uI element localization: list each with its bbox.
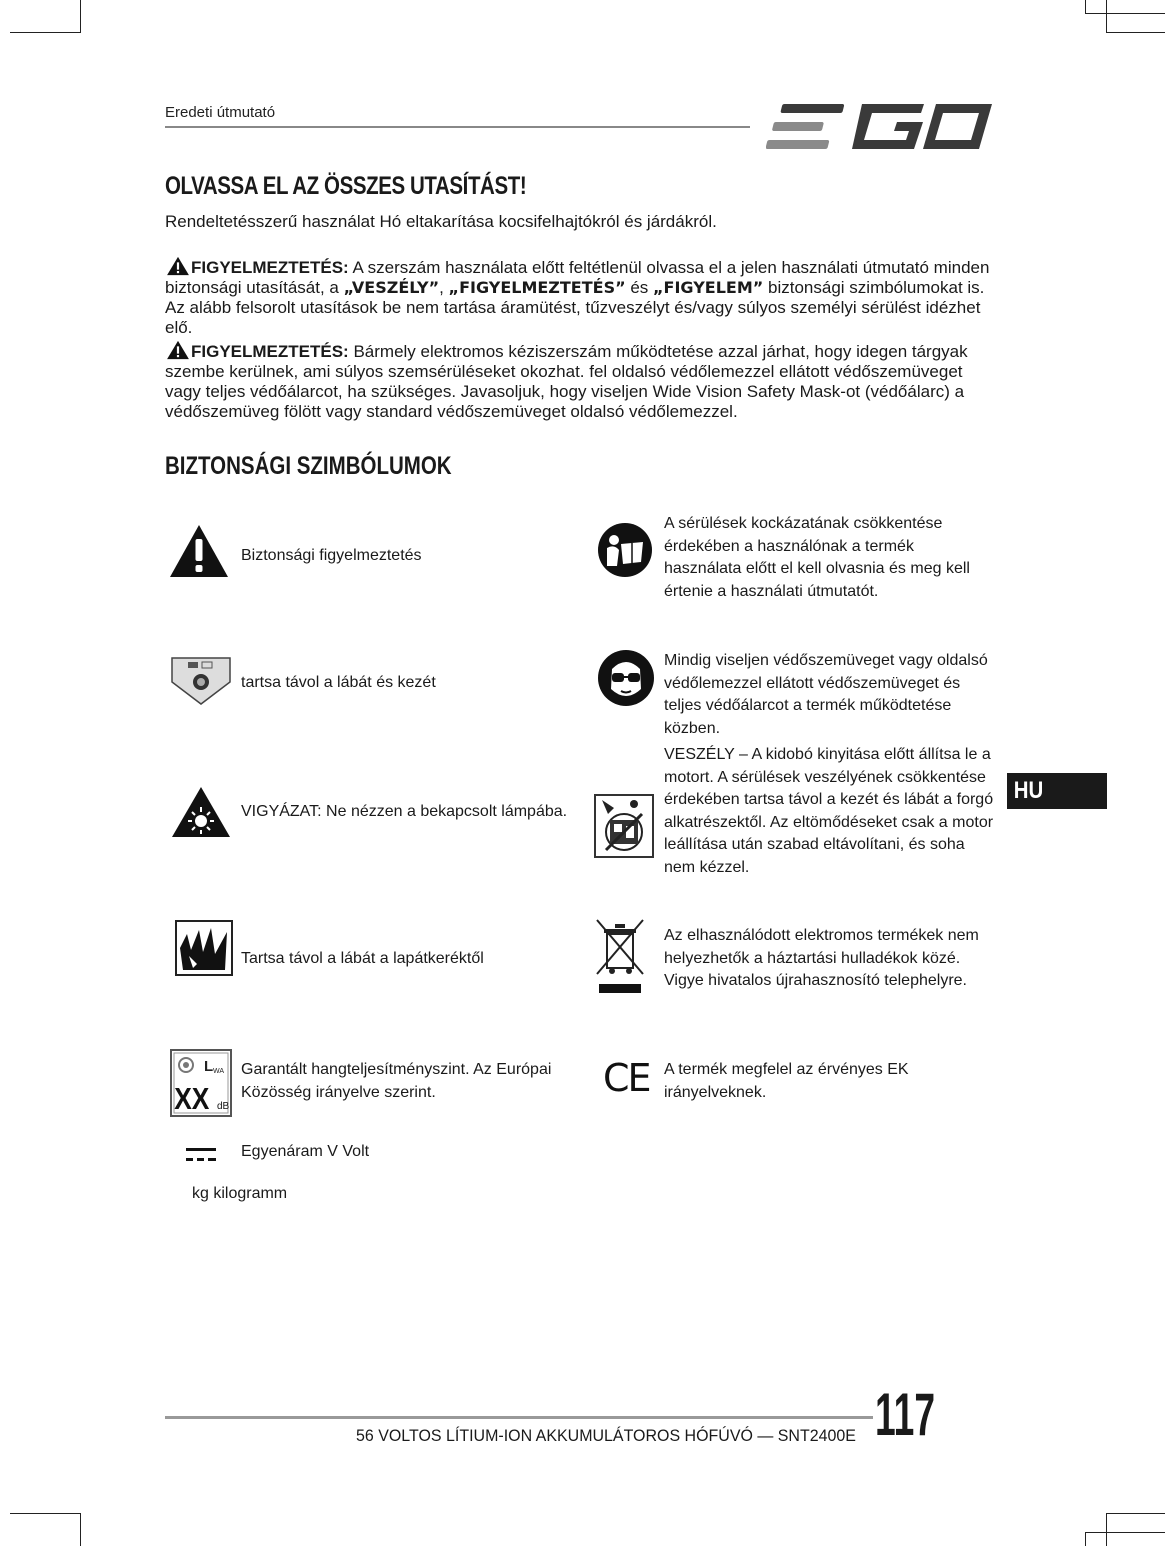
ce-mark-icon: CE xyxy=(603,1056,650,1100)
sound-level-icon xyxy=(170,1049,232,1117)
footer-rule xyxy=(165,1416,873,1419)
warning-paragraph-2 xyxy=(165,340,995,422)
auger-label: Tartsa távol a lábát a lapátkeréktől xyxy=(241,950,484,967)
read-manual-label: A sérülések kockázatának csökkentése érdekében a használónak a termék használata előtt el kell olvasnia és meg kell értenie a használati útmutatót. xyxy=(664,515,970,600)
weee-bin-icon xyxy=(595,918,645,994)
crop-mark xyxy=(1085,1532,1165,1533)
crop-mark xyxy=(80,1513,81,1546)
language-tab-label: HU xyxy=(1013,777,1044,804)
lamp-warning-icon xyxy=(170,785,232,839)
keep-hands-feet-away-icon xyxy=(170,656,232,706)
intended-use-text: Rendeltetésszerű használat Hó eltakarítása kocsifelhajtókról és járdákról. xyxy=(165,212,717,231)
dc-label: Egyenáram V Volt xyxy=(241,1143,370,1160)
footer-title: 56 VOLTOS LÍTIUM-ION AKKUMULÁTOROS HÓFÚVÓ — SNT2400E xyxy=(356,1426,856,1445)
crop-mark xyxy=(1106,0,1107,33)
keyword-caution: „FIGYELEM” xyxy=(653,278,764,297)
crop-mark xyxy=(10,1513,81,1514)
page-number: 117 xyxy=(875,1381,936,1448)
danger-chute-label: VESZÉLY – A kidobó kinyitása előtt állítsa le a motort. A sérülések veszélyének csökkentése érdekében tartsa távol a kezét és lábát a forgó alkatrészektől. Az eltömődéseket csak a motor leállítása után szabad eltávolítani, és soha nem kézzel. xyxy=(664,746,994,876)
separator: , xyxy=(439,278,449,297)
weee-label: Az elhasználódott elektromos termékek nem helyezhetők a háztartási hulladékok közé. Vigye hivatalos újrahasznosító telephelyre. xyxy=(664,927,979,989)
eye-protection-icon xyxy=(597,649,655,707)
separator: és xyxy=(625,278,654,297)
safety-alert-icon xyxy=(168,523,230,579)
crop-mark xyxy=(1106,1513,1165,1514)
lamp-warning-label: VIGYÁZAT: Ne nézzen a bekapcsolt lámpába. xyxy=(241,803,568,820)
sound-icon-subscript: WA xyxy=(213,1068,225,1075)
ego-logo xyxy=(766,98,996,156)
crop-mark xyxy=(1085,1532,1086,1546)
crop-mark xyxy=(1106,32,1165,33)
sound-icon-unit: dB xyxy=(217,1101,230,1112)
warning-text: Bármely elektromos kéziszerszám működtetése azzal járhat, hogy idegen tárgyak szembe kerülnek, ami súlyos szemsérüléseket okozhat. fel oldalsó védőlemezzel ellátott védőszemüveget vagy teljes védőálarcot, ha szükséges. Javasoljuk, hogy viseljen Wide Vision Safety Mask-ot (védőálarc) a védőszemüveg fölött vagy standard védőszemüveget oldalsó védőlemezzel. xyxy=(165,342,968,421)
keep-away-label: tartsa távol a lábát és kezét xyxy=(241,674,436,691)
crop-mark xyxy=(1085,0,1086,14)
page-title: OLVASSA EL AZ ÖSSZES UTASÍTÁST! xyxy=(165,172,527,200)
crop-mark xyxy=(1106,1513,1107,1546)
sound-icon-value: XX xyxy=(174,1082,210,1117)
danger-chute-icon xyxy=(594,794,654,858)
warning-text: A szerszám használata előtt feltétlenül olvassa el a jelen használati útmutató minden biztonsági utasítását, a xyxy=(165,258,990,297)
warning-label: FIGYELMEZTETÉS: xyxy=(191,342,349,361)
ce-label: A termék megfelel az érvényes EK irányelveknek. xyxy=(664,1061,909,1101)
sound-level-label: Garantált hangteljesítményszint. Az Európai Közösség irányelve szerint. xyxy=(241,1061,552,1101)
kg-label: kg kilogramm xyxy=(192,1185,288,1202)
warning-triangle-icon xyxy=(165,256,191,276)
crop-mark xyxy=(10,32,81,33)
keyword-danger: „VESZÉLY” xyxy=(343,278,440,297)
warning-paragraph-1 xyxy=(165,256,995,338)
language-tab xyxy=(1007,773,1107,809)
read-manual-icon xyxy=(597,522,653,578)
header-label: Eredeti útmutató xyxy=(165,104,276,121)
warning-text: biztonsági szimbólumokat is. Az alább felsorolt utasítások be nem tartása áramütést, tűzveszélyt és/vagy súlyos személyi sérülést idézhet elő. xyxy=(165,278,985,337)
safety-alert-label: Biztonsági figyelmeztetés xyxy=(241,547,422,564)
crop-mark xyxy=(80,0,81,33)
header-rule xyxy=(165,126,750,128)
auger-keep-feet-away-icon xyxy=(175,920,233,976)
warning-label: FIGYELMEZTETÉS: xyxy=(191,258,349,277)
section-title: BIZTONSÁGI SZIMBÓLUMOK xyxy=(165,452,452,480)
keyword-warning: „FIGYELMEZTETÉS” xyxy=(448,278,626,297)
dc-current-icon xyxy=(186,1146,216,1164)
crop-mark xyxy=(1085,13,1165,14)
sound-icon-symbol: L xyxy=(204,1058,214,1075)
eye-protection-label: Mindig viseljen védőszemüveget vagy oldalsó védőlemezzel ellátott védőszemüveget és teljes védőálarcot a termék működtetése közben. xyxy=(664,652,988,737)
warning-triangle-icon xyxy=(165,340,191,360)
